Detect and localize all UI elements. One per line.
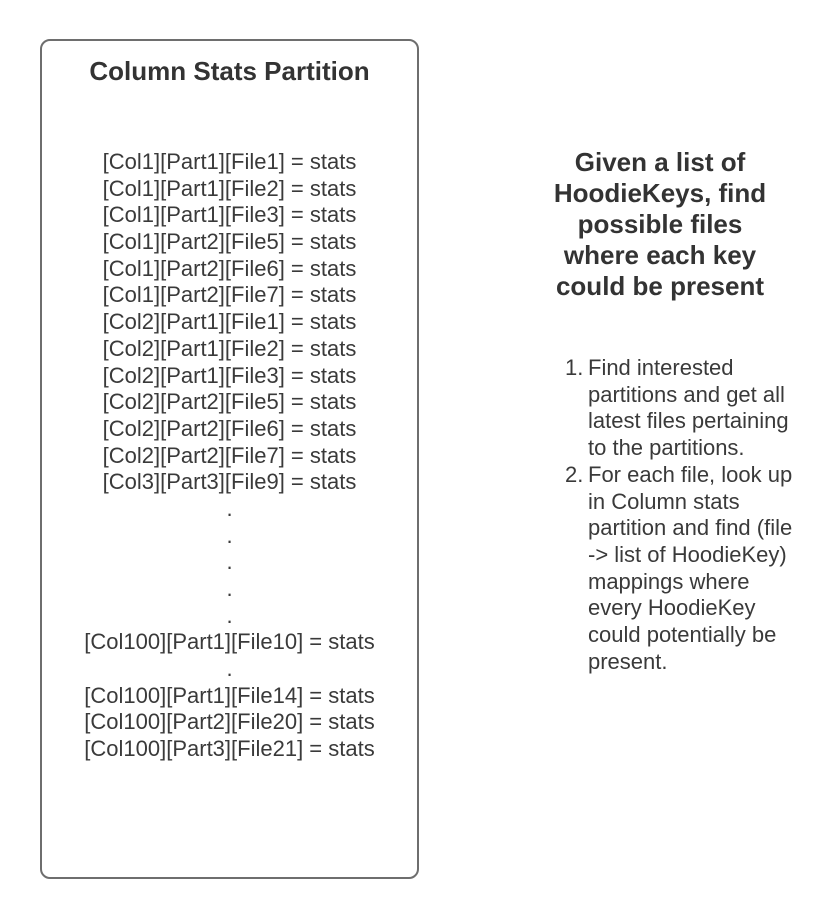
- ellipsis-dot: .: [226, 602, 233, 628]
- step-item: [565, 462, 799, 676]
- stats-entry: [Col2][Part1][File2] = stats: [102, 335, 357, 361]
- stats-entry: [Col1][Part2][File6] = stats: [102, 255, 357, 281]
- stats-entry: [Col2][Part1][File1] = stats: [102, 309, 357, 335]
- annotation-steps: [565, 355, 799, 675]
- step-text: Find interested partitions and get all latest files pertaining to the partitions.: [588, 355, 789, 461]
- ellipsis-dot: .: [226, 656, 233, 682]
- stats-entry: [Col2][Part2][File7] = stats: [102, 442, 357, 468]
- step-item: [565, 355, 799, 462]
- stats-entry: [Col100][Part1][File14] = stats: [84, 682, 375, 708]
- ellipsis-dot: .: [226, 495, 233, 521]
- ellipsis-dot: .: [226, 549, 233, 575]
- step-marker: 1.: [565, 355, 584, 380]
- stats-entry: [Col1][Part2][File5] = stats: [102, 229, 357, 255]
- box-title: Column Stats Partition: [89, 56, 370, 86]
- stats-entry: [Col100][Part2][File20] = stats: [84, 709, 375, 735]
- column-stats-partition-box: [40, 39, 419, 879]
- ellipsis-dot: .: [226, 576, 233, 601]
- ellipsis-dot: .: [226, 522, 233, 548]
- stats-entries-list: [42, 149, 417, 763]
- stats-entry: [Col3][Part3][File9] = stats: [102, 469, 357, 495]
- stats-entry: [Col1][Part1][File2] = stats: [102, 175, 357, 201]
- stats-entry: [Col1][Part2][File7] = stats: [102, 282, 357, 308]
- stats-entry: [Col100][Part1][File10] = stats: [84, 629, 375, 655]
- stats-entry: [Col1][Part1][File1] = stats: [102, 149, 357, 174]
- annotation-heading: Given a list of HoodieKeys, find possible files where each key could be present: [553, 147, 767, 301]
- step-marker: 2.: [565, 461, 584, 487]
- stats-entry: [Col2][Part1][File3] = stats: [102, 362, 357, 388]
- stats-entry: [Col100][Part3][File21] = stats: [84, 736, 375, 762]
- stats-entry: [Col2][Part2][File5] = stats: [102, 389, 357, 415]
- step-text: For each file, look up in Column stats partition and find (file -> list of HoodieKey) mappings where every HoodieKey could potentially be present.: [588, 461, 793, 674]
- stats-entry: [Col1][Part1][File3] = stats: [102, 202, 357, 228]
- stats-entry: [Col2][Part2][File6] = stats: [102, 415, 357, 441]
